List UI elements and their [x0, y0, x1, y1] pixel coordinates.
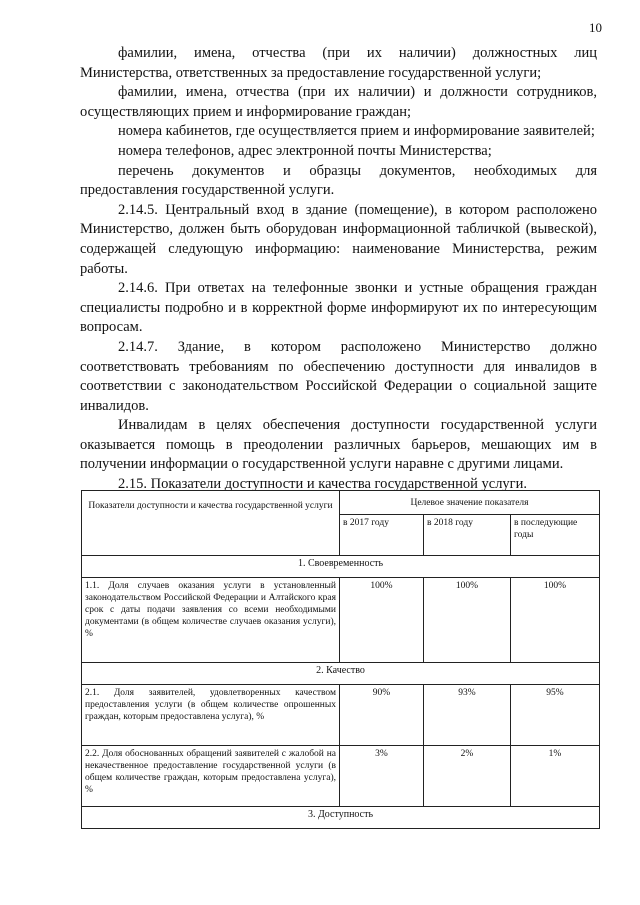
header-year-2017: в 2017 году: [340, 515, 424, 556]
section-row: [82, 663, 600, 685]
paragraph: 2.14.6. При ответах на телефонные звонки и устные обращения граждан специалисты подробно и в корректной форме информируют их по интересующим вопросам.: [80, 280, 597, 336]
section-quality: 2. Качество: [82, 663, 600, 685]
section-accessibility: 3. Доступность: [82, 807, 600, 829]
paragraph: перечень документов и образцы документов, необходимых для предоставления государственной услуги.: [80, 162, 597, 199]
value-next: 1%: [511, 746, 600, 807]
paragraph: 2.14.5. Центральный вход в здание (помещение), в котором расположено Министерство, должен быть оборудован информационной табличкой (вывеской), содержащей следующую информацию: наименование Министерства, режим работы.: [80, 201, 597, 277]
indicators-table: [81, 490, 600, 829]
table-row: [82, 746, 600, 807]
table-row: [82, 685, 600, 746]
section-row: [82, 807, 600, 829]
paragraph: 2.14.7. Здание, в котором расположено Министерство должно соответствовать требованиям по обеспечению доступности для инвалидов в соответствии с законодательством Российской Федерации о социальной защите инвалидов.: [80, 338, 597, 414]
section-timeliness: 1. Своевременность: [82, 556, 600, 578]
value-2017: 100%: [340, 578, 424, 663]
paragraph: фамилии, имена, отчества (при их наличии) должностных лиц Министерства, ответственных за предоставление государственной услуги;: [80, 45, 597, 81]
value-next: 100%: [511, 578, 600, 663]
page-number: 10: [589, 20, 602, 35]
value-2017: 3%: [340, 746, 424, 807]
table-header-row: [82, 491, 600, 515]
header-year-next: в последующие годы: [511, 515, 600, 556]
header-year-2018: в 2018 году: [424, 515, 511, 556]
value-2018: 100%: [424, 578, 511, 663]
section-heading: 2.15. Показатели доступности и качества государственной услуги.: [118, 476, 528, 493]
section-row: [82, 556, 600, 578]
indicator-name: 2.2. Доля обоснованных обращений заявителей с жалобой на некачественное предоставление государственной услуги (в общем количестве граждан, которым предоставлена услуга), %: [82, 746, 340, 807]
table-row: [82, 578, 600, 663]
indicator-name: 2.1. Доля заявителей, удовлетворенных качеством предоставления услуги (в общем количестве опрошенных граждан, которым предоставлена услуга), %: [82, 685, 340, 746]
paragraph: фамилии, имена, отчества (при их наличии) и должности сотрудников, осуществляющих прием и информирование граждан;: [80, 84, 597, 120]
value-2018: 93%: [424, 685, 511, 746]
paragraph: номера телефонов, адрес электронной почты Министерства;: [118, 142, 492, 159]
header-target: Целевое значение показателя: [340, 491, 600, 515]
indicator-name: 1.1. Доля случаев оказания услуги в установленный законодательством Российской Федерации и Алтайского края срок с даты подачи заявления со всеми необходимыми документами (в общем количестве случаев оказания услуги), %: [82, 578, 340, 663]
value-next: 95%: [511, 685, 600, 746]
paragraph: Инвалидам в целях обеспечения доступности государственной услуги оказывается помощь в преодолении различных барьеров, мешающих им в получении информации о государственной услуги наравне с другими лицами.: [80, 417, 597, 473]
paragraph: номера кабинетов, где осуществляется прием и информирование заявителей;: [118, 123, 595, 140]
body-text: [80, 44, 597, 495]
value-2017: 90%: [340, 685, 424, 746]
header-indicator: Показатели доступности и качества государственной услуги: [82, 491, 340, 556]
value-2018: 2%: [424, 746, 511, 807]
